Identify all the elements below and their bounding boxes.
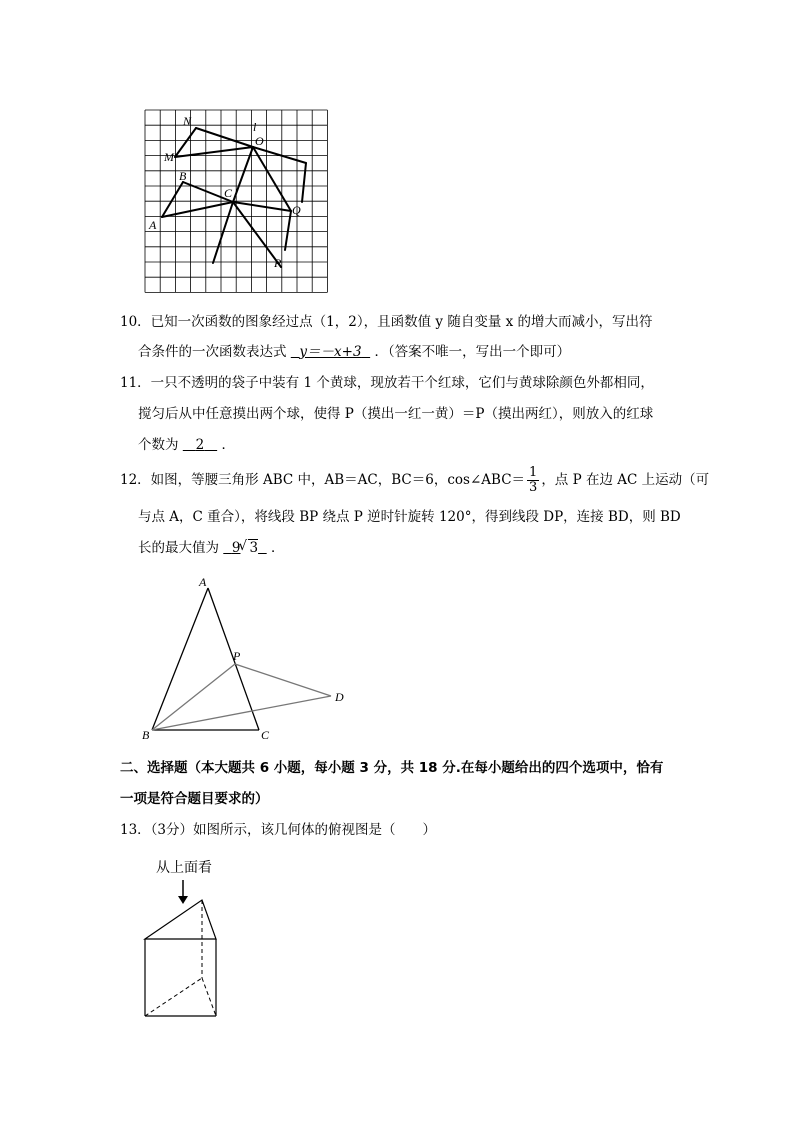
q12-answer-blank [223, 540, 266, 556]
label-P: P [274, 256, 282, 270]
view-direction-label: 从上面看 [156, 860, 212, 876]
section2-heading-line1: 二、选择题（本大题共 6 小题，每小题 3 分，共 18 分.在每小题给出的四个选项中，恰有 [120, 760, 664, 776]
q10-answer-blank [291, 344, 370, 360]
q11-line1: 11．一只不透明的袋子中装有 1 个黄球，现放若干个红球，它们与黄球除颜色外都相同， [120, 375, 654, 391]
tri-label-A: A [199, 575, 207, 589]
q12-frac-num: 1 [529, 465, 538, 480]
label-M: M [164, 150, 174, 164]
q12-answer-sqrt [248, 539, 258, 556]
q11-line2: 搅匀后从中任意摸出两个球，使得 P（摸出一红一黄）＝P（摸出两红），则放入的红球 [138, 406, 654, 422]
grid-figure [140, 105, 330, 295]
label-l: l [253, 120, 257, 134]
q12-answer-coef: 9 [231, 540, 241, 556]
q12-answer-rad: 3 [249, 540, 259, 556]
label-Q: Q [292, 203, 301, 217]
q11-answer-blank [183, 437, 217, 453]
section2-heading-line2: 一项是符合题目要求的） [120, 791, 269, 807]
q10-line2 [138, 342, 570, 362]
figure-segments [162, 128, 306, 267]
q12-line3-post: ． [270, 540, 285, 556]
q10-line2-post: ．（答案不唯一，写出一个即可） [374, 344, 571, 360]
label-O: O [255, 134, 264, 148]
prism-figure [135, 878, 235, 1023]
q12-line1-pre: 12．如图，等腰三角形 ABC 中，AB＝AC，BC＝6，cos∠ABC＝ [120, 472, 526, 488]
q12-frac-den: 3 [529, 480, 538, 495]
q11-line3 [138, 435, 235, 455]
label-B: B [179, 169, 187, 183]
tri-label-P: P [233, 649, 241, 663]
label-A: A [149, 218, 157, 232]
q12-line1 [120, 466, 709, 495]
q12-line3 [138, 538, 284, 558]
q12-line3-pre: 长的最大值为 [138, 540, 219, 556]
q12-line1-post: ，点 P 在边 AC 上运动（可 [541, 472, 710, 488]
tri-label-C: C [261, 728, 270, 742]
tri-label-B: B [142, 728, 150, 742]
tri-label-D: D [335, 690, 344, 704]
label-N: N [183, 114, 192, 128]
q11-answer: 2 [195, 437, 205, 453]
q10-line1: 10．已知一次函数的图象经过点（1，2），且函数值 y 随自变量 x 的增大而减小，写出符 [120, 314, 653, 330]
label-C: C [224, 186, 233, 200]
q13-text: 13．（3分）如图所示，该几何体的俯视图是（ ） [120, 822, 437, 838]
q11-line3-post: ． [221, 437, 235, 453]
q10-line2-pre: 合条件的一次函数表达式 [138, 344, 287, 360]
view-arrow [178, 880, 188, 904]
q12-line2: 与点 A，C 重合），将线段 BP 绕点 P 逆时针旋转 120°，得到线段 DP，连接 BD，则 BD [138, 509, 681, 525]
q11-line3-pre: 个数为 [138, 437, 179, 453]
triangle-figure [135, 572, 355, 747]
q12-fraction [527, 466, 539, 495]
q10-answer: y＝－x+3 [299, 344, 362, 360]
